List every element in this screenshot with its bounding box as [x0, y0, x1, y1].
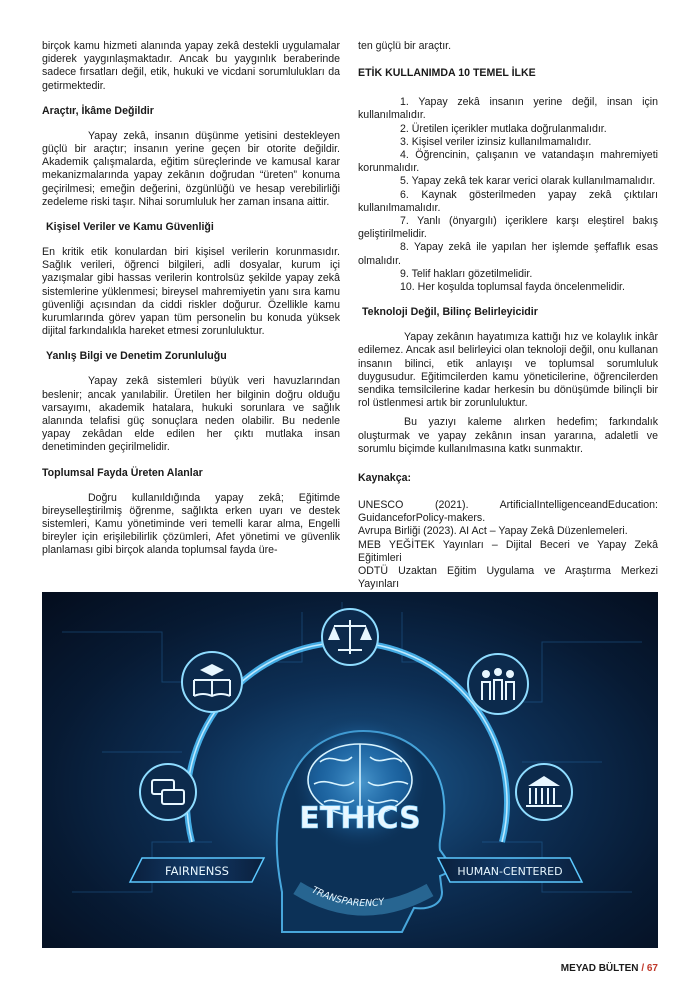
section-title-toplumsal-fayda: Toplumsal Fayda Üreten Alanlar	[42, 466, 203, 479]
education-icon	[182, 652, 242, 712]
people-icon	[468, 654, 528, 714]
ethik-item: 10. Her koşulda toplumsal fayda öncelenmelidir.	[400, 281, 625, 294]
section-text-arac: Yapay zekâ, insanın düşünme yetisini destekleyen güçlü bir araçtır; insanın yerine geçen bir otorite değildir. Akademik çalışmalarda, eğitim süreçlerinde ve kamusal karar mekanizmalarında yapay zekânın doğrudan “üreten” konuma geçirilmesi; emeğin değerini, özgünlüğü ve hesap verebilirliği zedeleme riski taşır. Nihai sorumluluk her zaman insana aittir.	[42, 129, 340, 208]
ethik-item: 3. Kişisel veriler izinsiz kullanılmamalıdır.	[400, 135, 592, 148]
continuation-text: ten güçlü bir araçtır.	[358, 40, 452, 52]
reference-item: ODTÜ Uzaktan Eğitim Uygulama ve Araştırma Merkezi Yayınları	[358, 565, 658, 591]
ethik-item: 5. Yapay zekâ tek karar verici olarak kullanılmamalıdır.	[400, 175, 656, 188]
ethik-list	[358, 96, 658, 294]
reference-item: UNESCO (2021). ArtificialIntelligenceandEducation: GuidanceforPolicy-makers.	[358, 499, 658, 525]
ethik-item: 7. Yanlı (önyargılı) içeriklere karşı eleştirel bakış geliştirilmelidir.	[358, 215, 658, 241]
reference-item: MEB YEĞİTEK Yayınları – Dijital Beceri ve Yapay Zekâ Eğitimleri	[358, 538, 658, 564]
ethics-graphic	[42, 592, 658, 948]
right-column	[358, 40, 658, 592]
label-human-centered	[438, 858, 582, 882]
ethik-item: 4. Öğrencinin, çalışanın ve vatandaşın mahremiyeti korunmalıdır.	[358, 149, 658, 175]
ethics-illustration	[42, 592, 658, 948]
intro-paragraph: birçok kamu hizmeti alanında yapay zekâ destekli uygulamalar giderek yaygınlaşmaktadır. Ancak bu yaygınlık beraberinde sadece fırsatları değil, etik, hukuki ve vicdani sorumlulukları da getirmektedir.	[42, 40, 340, 92]
ethik-item: 2. Üretilen içerikler mutlaka doğrulanmalıdır.	[400, 122, 607, 135]
ethik-title: ETİK KULLANIMDA 10 TEMEL İLKE	[358, 67, 536, 80]
references-title: Kaynakça:	[358, 472, 411, 485]
section-text-yanlis-bilgi: Yapay zekâ sistemleri büyük veri havuzlarından beslenir; ancak yanılabilir. Üretilen her bilginin doğru olduğu varsayımı, akademik hatalara, hukuki sorunlara ve sağlık alanında telafisi güç sonuçlara neden olabilir. Bu nedenle yapay zekâdan elde edilen her çıktı mutlaka insan denetiminden geçirilmelidir.	[42, 375, 340, 454]
teknoloji-title: Teknoloji Değil, Bilinç Belirleyicidir	[362, 306, 538, 319]
left-column	[42, 40, 340, 558]
scales-of-justice-icon	[322, 609, 378, 665]
section-text-kisisel-veriler: En kritik etik konulardan biri kişisel verilerin korunmasıdır. Sağlık verileri, öğrenci bilgileri, adli dosyalar, kurum içi yazışmalar gibi hassas verilerin kontrolsüz şekilde yapay zekâ sistemlerine yüklenmesi; bireysel mahremiyetin yanı sıra kamu güvenliği açısından da ciddi riskler doğurur. Özellikle kamu kurumlarında görev yapan tüm personelin bu konuda yüksek dijital farkındalıkla hareket etmesi zorunluluktur.	[42, 246, 340, 338]
page-footer	[561, 963, 658, 974]
ethics-word: ETHICS	[299, 801, 421, 836]
ethik-item: 9. Telif hakları gözetilmelidir.	[400, 267, 533, 280]
label-transparency-text: TRANSPARENCY	[309, 884, 386, 910]
label-human-centered-text: HUMAN-CENTERED	[457, 865, 563, 878]
label-fairness	[130, 858, 264, 882]
section-title-yanlis-bilgi: Yanlış Bilgi ve Denetim Zorunluluğu	[46, 350, 227, 363]
publication-name: MEYAD BÜLTEN	[560, 963, 639, 974]
chat-icon	[140, 764, 196, 820]
page-number: 67	[646, 963, 658, 974]
ethik-item: 1. Yapay zekâ insanın yerine değil, insan için kullanılmalıdır.	[358, 96, 658, 122]
footer-separator: /	[641, 963, 645, 974]
section-text-toplumsal-fayda: Doğru kullanıldığında yapay zekâ; Eğitimde bireyselleştirilmiş öğrenme, sağlıkta erken uyarı ve destek sistemleri, Kamu yönetiminde veri temelli karar alma, Engelli bireyler için erişilebilirlik çözümleri, Afet yönetimi ve güvenlik planlaması gibi birçok alanda toplumsal fayda üre-	[42, 491, 340, 557]
label-fairness-text: FAIRNENSS	[165, 864, 229, 878]
reference-item: Avrupa Birliği (2023). AI Act – Yapay Zekâ Düzenlemeleri.	[358, 525, 628, 538]
ethik-item: 6. Kaynak gösterilmeden yapay zekâ çıktıları kullanılmamalıdır.	[358, 188, 658, 214]
section-title-arac: Araçtır, İkâme Değildir	[42, 104, 154, 117]
building-icon	[516, 764, 572, 820]
teknoloji-paragraph-2: Bu yazıyı kaleme alırken hedefim; farkındalık oluşturmak ve yapay zekânın insan yararına, adaletli ve sorumlu biçimde kullanılmasına katkı sunmaktır.	[358, 416, 658, 455]
section-title-kisisel-veriler: Kişisel Veriler ve Kamu Güvenliği	[46, 221, 214, 234]
references-list	[358, 499, 658, 591]
ethik-item: 8. Yapay zekâ ile yapılan her işlemde şeffaflık esas olmalıdır.	[358, 241, 658, 267]
teknoloji-paragraph-1: Yapay zekânın hayatımıza kattığı hız ve kolaylık inkâr edilemez. Ancak asıl belirleyici olan teknoloji değil, onu kullanan insanın bilinci, etik anlayışı ve toplumsal sorumluluk duygusudur. Eğitimcilerden kamu yöneticilerine, öğrencilerden sendika temsilcilerine kadar herkesin bu dönüşümde bilinçli bir rol üstlenmesi artık bir zorunluluktur.	[358, 331, 658, 410]
